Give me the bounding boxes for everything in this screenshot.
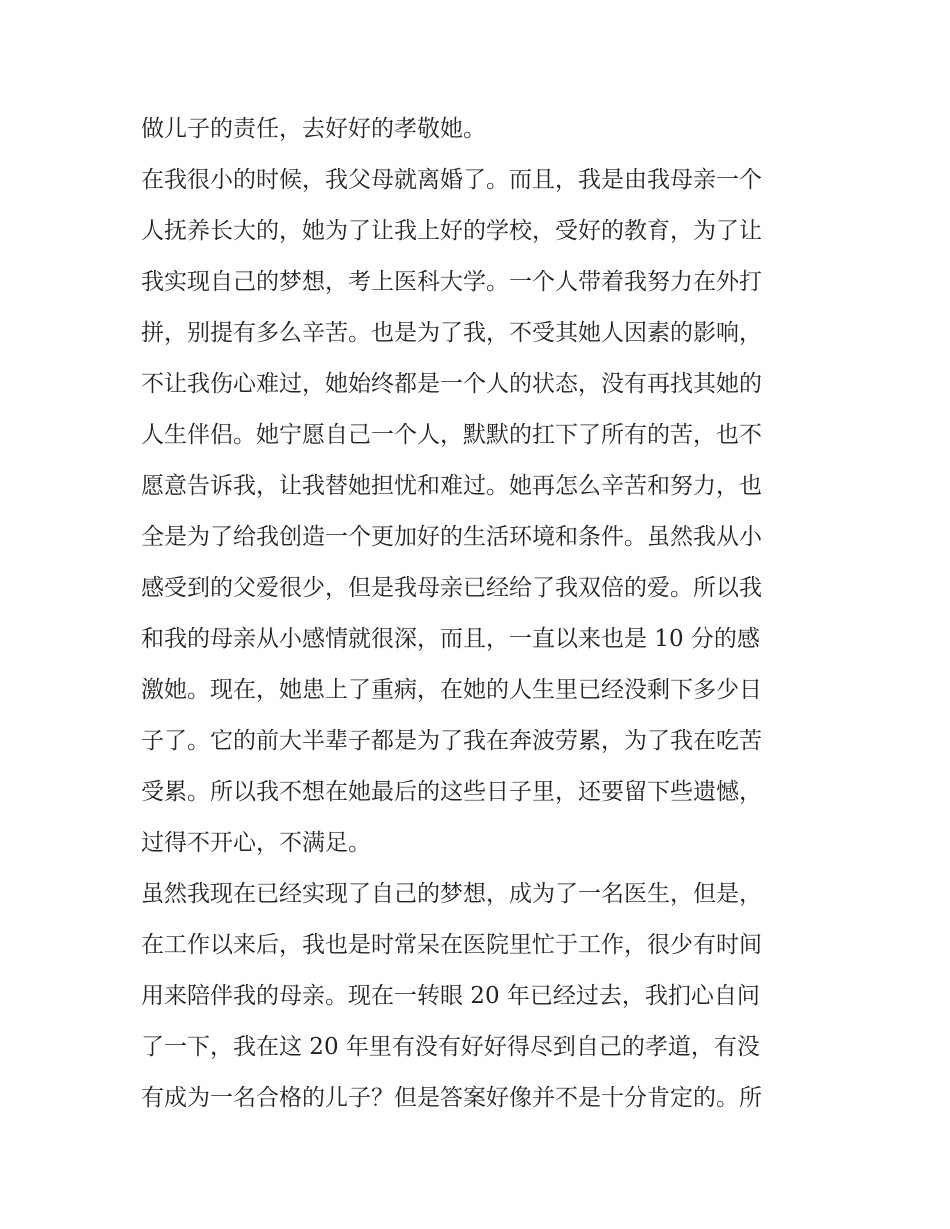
text-line: 虽然我现在已经实现了自己的梦想，成为了一名医生，但是， (141, 881, 762, 907)
text-line: 有成为一名合格的儿子？但是答案好像并不是十分肯定的。所 (141, 1085, 762, 1111)
text-line: 不让我伤心难过，她始终都是一个人的状态，没有再找其她的 (141, 371, 762, 397)
text-line: 我实现自己的梦想，考上医科大学。一个人带着我努力在外打 (141, 269, 762, 295)
text-line: 做儿子的责任，去好好的孝敬她。 (141, 116, 486, 142)
text-line: 拼，别提有多么辛苦。也是为了我，不受其她人因素的影响， (141, 320, 762, 346)
text-line: 人抚养长大的，她为了让我上好的学校，受好的教育，为了让 (141, 218, 762, 244)
text-line: 受累。所以我不想在她最后的这些日子里，还要留下些遗憾， (141, 779, 762, 805)
text-line: 过得不开心，不满足。 (141, 830, 371, 856)
text-line: 了一下，我在这 20 年里有没有好好得尽到自己的孝道，有没 (141, 1034, 760, 1060)
text-line: 和我的母亲从小感情就很深，而且，一直以来也是 10 分的感 (141, 626, 760, 652)
text-line: 用来陪伴我的母亲。现在一转眼 20 年已经过去，我扪心自问 (141, 983, 760, 1009)
text-line: 子了。它的前大半辈子都是为了我在奔波劳累，为了我在吃苦 (141, 728, 762, 754)
text-line: 人生伴侣。她宁愿自己一个人，默默的扛下了所有的苦，也不 (141, 422, 762, 448)
text-line: 愿意告诉我，让我替她担忧和难过。她再怎么辛苦和努力，也 (141, 473, 762, 499)
text-line: 在我很小的时候，我父母就离婚了。而且，我是由我母亲一个 (141, 167, 762, 193)
text-line: 感受到的父爱很少，但是我母亲已经给了我双倍的爱。所以我 (141, 575, 762, 601)
text-line: 激她。现在，她患上了重病，在她的人生里已经没剩下多少日 (141, 677, 762, 703)
document-body (141, 104, 821, 1124)
text-line: 全是为了给我创造一个更加好的生活环境和条件。虽然我从小 (141, 524, 762, 550)
text-line: 在工作以来后，我也是时常呆在医院里忙于工作，很少有时间 (141, 932, 762, 958)
